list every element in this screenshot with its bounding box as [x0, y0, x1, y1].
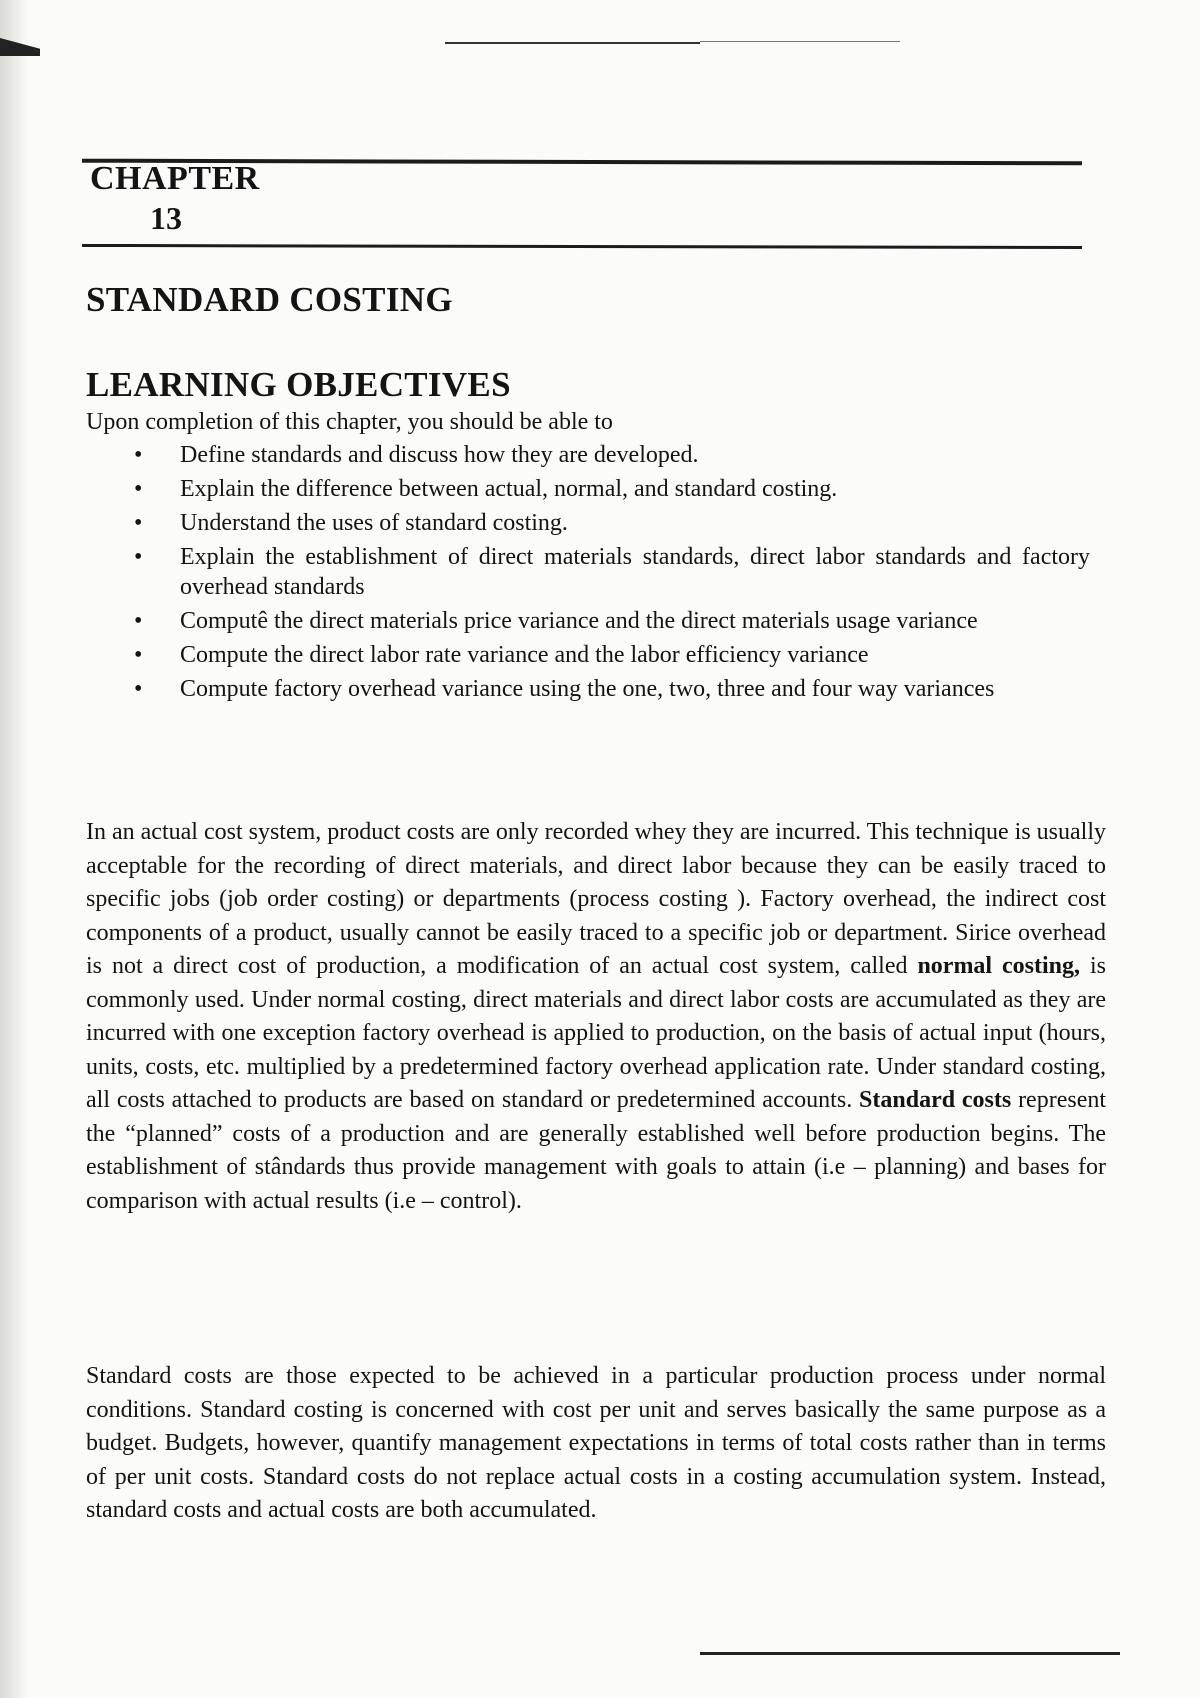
body-paragraph-2: Standard costs are those expected to be achieved in a particular production process under normal conditions. Standard costing is concerned with cost per unit and serves basically the same purpose as a budget. Budgets, however, quantify management expectations in terms of total costs rather than in terms of per unit costs. Standard costs do not replace actual costs in a costing accumulation system. Instead, standard costs and actual costs are both accumulated. — [86, 1363, 1106, 1523]
objective-text: Understand the uses of standard costing. — [180, 510, 568, 536]
chapter-number: 13 — [150, 200, 182, 236]
bold-term-normal-costing: normal costing, — [917, 953, 1081, 979]
objective-text: Compute factory overhead variance using the one, two, three and four way variances — [180, 676, 995, 702]
bullet-icon: • — [134, 544, 143, 570]
learning-objectives-heading: LEARNING OBJECTIVES — [86, 365, 511, 404]
bullet-icon: • — [134, 442, 143, 468]
chapter-rule-bottom — [82, 244, 1082, 249]
objective-text: Compute the direct labor rate variance and the labor efficiency variance — [180, 642, 869, 668]
list-item — [120, 474, 1090, 504]
objectives-intro: Upon completion of this chapter, you should be able to — [86, 409, 613, 435]
list-item — [120, 440, 1090, 470]
chapter-title: STANDARD COSTING — [86, 280, 453, 319]
list-item — [120, 674, 1090, 704]
objectives-list — [120, 440, 1090, 708]
chapter-label: CHAPTER — [90, 160, 260, 197]
list-item — [120, 542, 1090, 602]
objective-text: Define standards and discuss how they are developed. — [180, 442, 699, 468]
bullet-icon: • — [134, 476, 143, 502]
objective-text: Explain the difference between actual, normal, and standard costing. — [180, 476, 838, 502]
objective-text: Computê the direct materials price variance and the direct materials usage variance — [180, 608, 978, 634]
paragraph-text: represent the “planned” costs of a production and are generally established well before production begins. The establishment of stândards thus provide management with goals to attain (i.e – planning) and bases for comparison with actual results (i.e – control). — [86, 1087, 1107, 1214]
bullet-icon: • — [134, 510, 143, 536]
bullet-icon: • — [134, 642, 143, 668]
body-paragraph-1 — [86, 816, 1106, 1218]
page-edge-shadow — [0, 0, 28, 1698]
objective-text: Explain the establishment of direct materials standards, direct labor standards and factory overhead standards — [180, 544, 1090, 600]
list-item — [120, 606, 1090, 636]
bullet-icon: • — [134, 608, 143, 634]
paragraph-text: is commonly used. Under normal costing, direct materials and direct labor costs are accumulated as they are incurred with one exception factory overhead is applied to production, on the basis of actual input (hours, units, costs, etc. multiplied by a predetermined factory overhead application rate. Under standard costing, all costs attached to products are based on standard or predetermined accounts. — [86, 953, 1106, 1113]
top-scan-rule-faint — [700, 41, 900, 42]
list-item — [120, 640, 1090, 670]
bullet-icon: • — [134, 676, 143, 702]
paragraph-text: In an actual cost system, product costs are only recorded whey they are incurred. This technique is usually acceptable for the recording of direct materials, and direct labor because they can be easily traced to specific jobs (job order costing) or departments (process costing ). Factory overhead, the indirect cost components of a product, usually cannot be easily traced to a specific job or department. Sirice overhead is not a direct cost of production, a modification of an actual cost system, called — [86, 819, 1106, 979]
list-item — [120, 508, 1090, 538]
bold-term-standard-costs: Standard costs — [859, 1087, 1012, 1113]
bottom-scan-rule — [700, 1652, 1120, 1655]
top-scan-rule — [445, 42, 700, 44]
